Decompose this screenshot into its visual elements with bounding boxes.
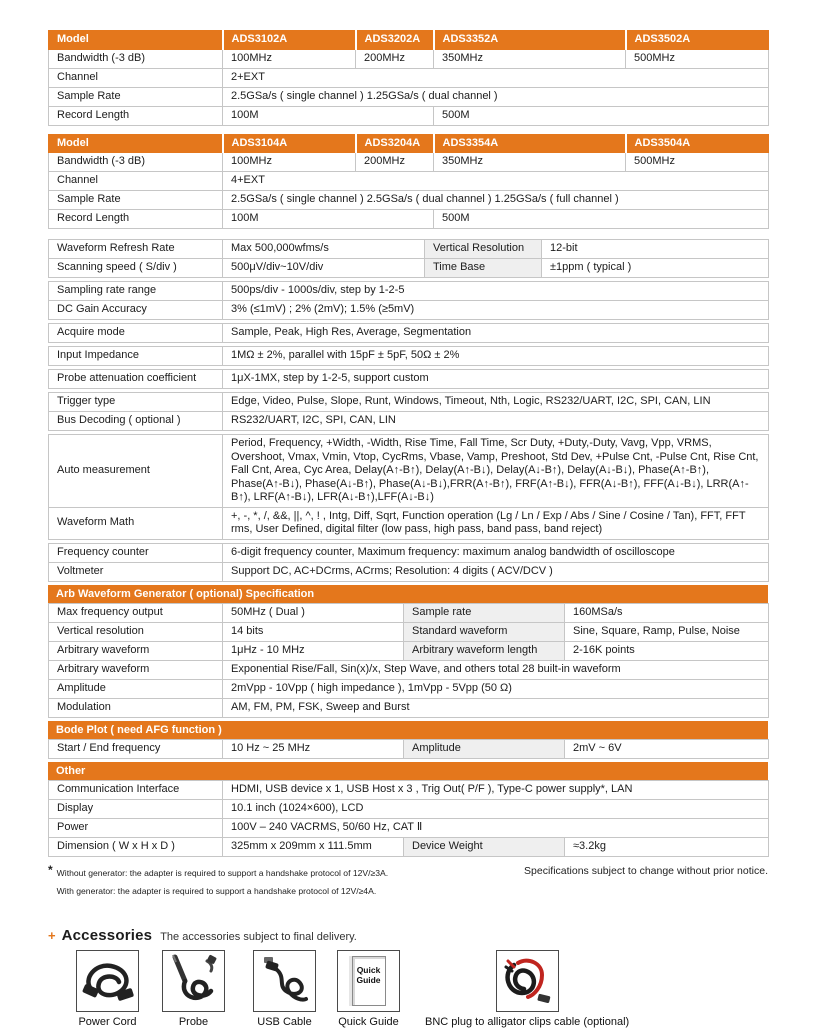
general-table	[48, 369, 769, 389]
table-row	[49, 347, 769, 366]
spec-value: 2mV ~ 6V	[565, 739, 769, 758]
spec-value: 100M	[223, 210, 434, 229]
spec-label: Input Impedance	[49, 347, 223, 366]
spec-label: Probe attenuation coefficient	[49, 370, 223, 389]
spec-value: 100V – 240 VACRMS, 50/60 Hz, CAT Ⅱ	[223, 818, 769, 837]
spec-label: Arbitrary waveform	[49, 641, 223, 660]
table-row	[49, 543, 769, 562]
other-table	[48, 780, 769, 857]
table-row	[49, 641, 769, 660]
spec-value: Sample, Peak, High Res, Average, Segmentation	[223, 324, 769, 343]
spec-label: Amplitude	[404, 739, 565, 758]
spec-value: AM, FM, PM, FSK, Sweep and Burst	[223, 698, 769, 717]
model-table-4ch	[48, 134, 769, 230]
accessories-row	[48, 950, 768, 1028]
model-name-cell: ADS3104A	[223, 134, 356, 153]
spec-label: Scanning speed ( S/div )	[49, 259, 223, 278]
spec-value: 1MΩ ± 2%, parallel with 15pF ± 5pF, 50Ω ± 2%	[223, 347, 769, 366]
footnote-line-1: Without generator: the adapter is required to support a handshake protocol of 12V/≥3A.	[56, 867, 389, 878]
spec-value: 2.5GSa/s ( single channel ) 2.5GSa/s ( dual channel ) 1.25GSa/s ( full channel )	[223, 191, 769, 210]
spec-value: HDMI, USB device x 1, USB Host x 3 , Trig Out( P/F ), Type-C power supply*, LAN	[223, 780, 769, 799]
spec-label: Auto measurement	[49, 435, 223, 508]
spec-label: Channel	[49, 68, 223, 87]
table-row	[49, 49, 769, 68]
model-name-cell: ADS3204A	[356, 134, 434, 153]
usb-cable-image	[253, 950, 316, 1012]
accessories-title: Accessories	[61, 926, 153, 944]
general-table	[48, 392, 769, 431]
quick-guide-booklet	[352, 956, 386, 1006]
spec-value: 350MHz	[434, 49, 626, 68]
usb-cable-icon	[256, 953, 314, 1009]
spec-value: 500M	[434, 210, 769, 229]
table-row	[49, 780, 769, 799]
general-table	[48, 346, 769, 366]
spec-label: Acquire mode	[49, 324, 223, 343]
spec-label: Sampling rate range	[49, 282, 223, 301]
model-header-label: Model	[49, 134, 223, 153]
change-notice: Specifications subject to change without prior notice.	[524, 864, 768, 877]
spec-value: RS232/UART, I2C, SPI, CAN, LIN	[223, 412, 769, 431]
spec-value: 6-digit frequency counter, Maximum frequency: maximum analog bandwidth of oscilloscope	[223, 543, 769, 562]
accessory-bnc-cable	[425, 950, 629, 1028]
spec-label: Channel	[49, 172, 223, 191]
table-row	[49, 412, 769, 431]
footnote-lines	[57, 864, 389, 900]
spec-value: 1μX-1MX, step by 1-2-5, support custom	[223, 370, 769, 389]
spec-label: Arbitrary waveform length	[404, 641, 565, 660]
spec-value: Period, Frequency, +Width, -Width, Rise Time, Fall Time, Scr Duty, +Duty,-Duty, Vavg, Vpp, VRMS, Overshoot, Vmax, Vmin, Vtop, CycRms, Vbase, Vamp, Preshoot, Std Dev, +Pulse Cnt, -Pulse Cnt, Rise Cnt, Fall Cnt, Area, Cyc Area, Delay(A↑-B↑), Delay(A↑-B↓), Delay(A↓-B↑), Delay(A↓-B↓), Phase(A↑-B↑), Phase(A↑-B↓), Phase(A↓-B↑), Phase(A↓-B↓),FRR(A↑-B↑), FRF(A↑-B↓), FFR(A↓-B↑), FFF(A↓-B↓), LRR(A↑-B↑), LRF(A↑-B↓), LFR(A↓-B↑),LFF(A↓-B↓)	[223, 435, 769, 508]
bnc-cable-image	[496, 950, 559, 1012]
quick-guide-text-line1: Quick	[356, 964, 381, 975]
general-table	[48, 281, 769, 320]
table-row	[49, 259, 769, 278]
spec-value: Max 500,000wfms/s	[223, 240, 425, 259]
spec-value: 4+EXT	[223, 172, 769, 191]
spec-value: 500ps/div - 1000s/div, step by 1-2-5	[223, 282, 769, 301]
table-row	[49, 603, 769, 622]
spec-value: 200MHz	[356, 49, 434, 68]
table-row	[49, 698, 769, 717]
spec-label: Record Length	[49, 210, 223, 229]
general-pairs-table	[48, 239, 769, 278]
general-table	[48, 543, 769, 582]
spec-value: 200MHz	[356, 153, 434, 172]
table-row	[49, 435, 769, 508]
table-row	[49, 818, 769, 837]
spec-value: 2-16K points	[565, 641, 769, 660]
accessory-power-cord	[76, 950, 139, 1028]
model-header-label: Model	[49, 31, 223, 50]
spec-label: Display	[49, 799, 223, 818]
table-row	[49, 172, 769, 191]
spec-value: 1μHz - 10 MHz	[223, 641, 404, 660]
spec-value: 2mVpp - 10Vpp ( high impedance ), 1mVpp - 5Vpp (50 Ω)	[223, 679, 769, 698]
table-row	[49, 106, 769, 125]
spec-label: Communication Interface	[49, 780, 223, 799]
spec-label: Sample rate	[404, 603, 565, 622]
accessory-caption: Quick Guide	[338, 1015, 399, 1028]
spec-value: 10.1 inch (1024×600), LCD	[223, 799, 769, 818]
spec-value: ±1ppm ( typical )	[542, 259, 769, 278]
power-cord-image	[76, 950, 139, 1012]
awg-table	[48, 603, 769, 718]
spec-value: 10 Hz ~ 25 MHz	[223, 739, 404, 758]
table-row	[49, 622, 769, 641]
spec-label: Standard waveform	[404, 622, 565, 641]
spec-value: 50MHz ( Dual )	[223, 603, 404, 622]
general-table	[48, 323, 769, 343]
spec-value: 12-bit	[542, 240, 769, 259]
spec-value: 100M	[223, 106, 434, 125]
spec-label: Modulation	[49, 698, 223, 717]
spec-value: 500MHz	[626, 153, 769, 172]
table-row	[49, 68, 769, 87]
accessories-subtitle: The accessories subject to final delivery.	[160, 930, 357, 943]
spec-label: Vertical resolution	[49, 622, 223, 641]
table-row	[49, 562, 769, 581]
accessories-heading	[48, 927, 768, 944]
table-row	[49, 191, 769, 210]
table-row	[49, 87, 769, 106]
spec-label: Bandwidth (-3 dB)	[49, 49, 223, 68]
spec-label: Device Weight	[404, 837, 565, 856]
spec-value: Support DC, AC+DCrms, ACrms; Resolution: 4 digits ( ACV/DCV )	[223, 562, 769, 581]
accessory-caption: USB Cable	[257, 1015, 312, 1028]
accessory-probe	[162, 950, 225, 1028]
spec-label: Sample Rate	[49, 87, 223, 106]
table-row	[49, 282, 769, 301]
spec-value: 500M	[434, 106, 769, 125]
spec-label: Max frequency output	[49, 603, 223, 622]
spec-value: 160MSa/s	[565, 603, 769, 622]
spec-value: +, -, *, /, &&, ||, ^, ! , Intg, Diff, Sqrt, Function operation (Lg / Ln / Exp / Abs / Sine / Cosine / Tan), FFT, FFT rms, User Defined, digital filter (low pass, high pass, band pass, band reject)	[223, 507, 769, 539]
table-row	[49, 837, 769, 856]
spec-label: Bandwidth (-3 dB)	[49, 153, 223, 172]
quick-guide-text-line2: Guide	[356, 974, 381, 985]
spec-value: 2+EXT	[223, 68, 769, 87]
plus-icon: +	[48, 927, 56, 943]
model-name-cell: ADS3202A	[356, 31, 434, 50]
spec-label: Voltmeter	[49, 562, 223, 581]
model-name-cell: ADS3352A	[434, 31, 626, 50]
spec-value: 325mm x 209mm x 111.5mm	[223, 837, 404, 856]
spec-label: Frequency counter	[49, 543, 223, 562]
bode-table	[48, 739, 769, 759]
spec-label: Arbitrary waveform	[49, 660, 223, 679]
spec-value: 14 bits	[223, 622, 404, 641]
footnote-left	[48, 864, 388, 900]
section-header-awg: Arb Waveform Generator ( optional) Specification	[48, 585, 768, 603]
table-row	[49, 679, 769, 698]
spec-value: 500μV/div~10V/div	[223, 259, 425, 278]
footnote-area	[48, 864, 768, 900]
accessories-section	[48, 927, 768, 1028]
model-header-row	[49, 134, 769, 153]
spec-value: ≈3.2kg	[565, 837, 769, 856]
power-cord-icon	[79, 953, 137, 1009]
spec-sheet	[48, 30, 768, 1028]
spec-label: Amplitude	[49, 679, 223, 698]
spec-label: Start / End frequency	[49, 739, 223, 758]
spec-label: Vertical Resolution	[425, 240, 542, 259]
asterisk-mark: *	[48, 862, 53, 877]
spec-value: 100MHz	[223, 49, 356, 68]
table-row	[49, 324, 769, 343]
table-row	[49, 660, 769, 679]
table-row	[49, 739, 769, 758]
accessory-quick-guide	[337, 950, 400, 1028]
table-row	[49, 370, 769, 389]
model-name-cell: ADS3354A	[434, 134, 626, 153]
spec-label: Dimension ( W x H x D )	[49, 837, 223, 856]
spec-value: 3% (≤1mV) ; 2% (2mV); 1.5% (≥5mV)	[223, 301, 769, 320]
spec-value: Edge, Video, Pulse, Slope, Runt, Windows, Timeout, Nth, Logic, RS232/UART, I2C, SPI, CAN, LIN	[223, 393, 769, 412]
accessory-caption: Power Cord	[78, 1015, 137, 1028]
section-header-other: Other	[48, 762, 768, 780]
table-row	[49, 210, 769, 229]
spec-value: 350MHz	[434, 153, 626, 172]
spec-value: 500MHz	[626, 49, 769, 68]
accessory-caption: Probe	[178, 1015, 209, 1028]
spec-label: Time Base	[425, 259, 542, 278]
table-row	[49, 153, 769, 172]
table-row	[49, 301, 769, 320]
model-table-2ch	[48, 30, 769, 126]
spec-label: Waveform Refresh Rate	[49, 240, 223, 259]
model-header-row	[49, 31, 769, 50]
bnc-alligator-cable-icon	[498, 953, 556, 1009]
footnote-line-2: With generator: the adapter is required to support a handshake protocol of 12V/≥4A.	[56, 885, 377, 896]
quick-guide-image	[337, 950, 400, 1012]
accessory-usb-cable	[253, 950, 316, 1028]
accessory-caption: BNC plug to alligator clips cable (optional)	[425, 1015, 630, 1028]
spec-label: DC Gain Accuracy	[49, 301, 223, 320]
table-row	[49, 393, 769, 412]
spec-value: Exponential Rise/Fall, Sin(x)/x, Step Wave, and others total 28 built-in waveform	[223, 660, 769, 679]
model-name-cell: ADS3102A	[223, 31, 356, 50]
table-row	[49, 799, 769, 818]
spec-value: 2.5GSa/s ( single channel ) 1.25GSa/s ( dual channel )	[223, 87, 769, 106]
spec-label: Sample Rate	[49, 191, 223, 210]
spec-label: Record Length	[49, 106, 223, 125]
spec-label: Power	[49, 818, 223, 837]
section-header-bode: Bode Plot ( need AFG function )	[48, 721, 768, 739]
general-table	[48, 434, 769, 540]
spec-label: Waveform Math	[49, 507, 223, 539]
table-row	[49, 507, 769, 539]
spec-label: Trigger type	[49, 393, 223, 412]
probe-image	[162, 950, 225, 1012]
model-name-cell: ADS3504A	[626, 134, 769, 153]
spec-label: Bus Decoding ( optional )	[49, 412, 223, 431]
model-name-cell: ADS3502A	[626, 31, 769, 50]
spec-value: Sine, Square, Ramp, Pulse, Noise	[565, 622, 769, 641]
probe-icon	[165, 953, 223, 1009]
table-row	[49, 240, 769, 259]
spec-value: 100MHz	[223, 153, 356, 172]
